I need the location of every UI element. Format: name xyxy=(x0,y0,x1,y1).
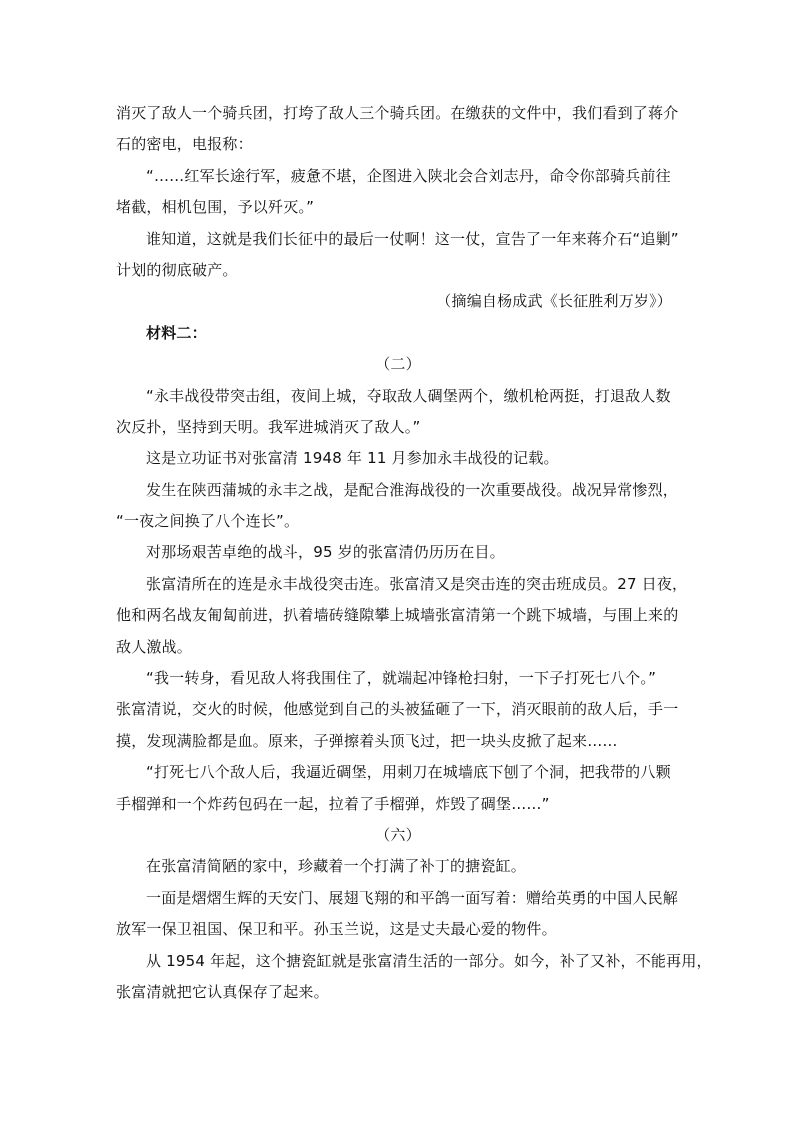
paragraph xyxy=(116,757,680,820)
text-line: 手榴弹和一个炸药包码在一起，拉着了手榴弹，炸毁了碉堡……” xyxy=(116,794,550,813)
text-line: 从 1954 年起，这个搪瓷缸就是张富清生活的一部分。如今，补了又补，不能再用， xyxy=(146,951,712,970)
text-line: 张富清就把它认真保存了起来。 xyxy=(116,982,329,1001)
paragraph xyxy=(116,98,680,161)
paragraph xyxy=(116,883,680,946)
source-citation: （摘编自杨成武《长征胜利万岁》） xyxy=(436,292,672,311)
text-line: 堵截，相机包围，予以歼灭。” xyxy=(116,198,315,217)
paragraph xyxy=(116,381,680,444)
paragraph xyxy=(116,161,680,224)
text-line: 消灭了敌人一个骑兵团，打垮了敌人三个骑兵团。在缴获的文件中，我们看到了蒋介 xyxy=(116,104,679,122)
text-line: 一面是熠熠生辉的天安门、展翅飞翔的和平鸽一面写着：赠给英勇的中国人民解 xyxy=(146,888,679,907)
subsection-title: （二） xyxy=(375,355,421,374)
paragraph xyxy=(116,443,680,474)
paragraph xyxy=(116,851,680,882)
paragraph xyxy=(116,569,688,663)
text-line: 石的密电，电报称： xyxy=(116,135,253,154)
text-line: 他和两名战友匍匐前进，扒着墙砖缝隙攀上城墙张富清第一个跳下城墙，与围上来的 xyxy=(116,606,679,625)
text-line: “我一转身，看见敌人将我围住了，就端起冲锋枪扫射，一下子打死七八个。” xyxy=(146,669,657,688)
section-heading: 材料二： xyxy=(146,323,207,342)
text-line: 计划的彻底破产。 xyxy=(116,260,238,279)
subsection-title: （六） xyxy=(375,825,421,844)
text-line: 发生在陕西蒲城的永丰之战，是配合淮海战役的一次重要战役。战况异常惨烈， xyxy=(146,480,679,499)
text-line: 摸，发现满脸都是血。原来，子弹擦着头顶飞过，把一块头皮掀了起来…… xyxy=(116,731,618,750)
paragraph xyxy=(116,946,712,1009)
text-line: 张富清说，交火的时候，他感觉到自己的头被猛砸了一下，消灭眼前的敌人后，手一 xyxy=(116,700,679,719)
text-line: 谁知道，这就是我们长征中的最后一仗啊！这一仗，宣告了一年来蒋介石“追剿” xyxy=(146,229,679,248)
text-line: “……红军长途行军，疲惫不堪，企图进入陕北会合刘志丹，命令你部骑兵前往 xyxy=(146,166,671,185)
paragraph xyxy=(116,663,680,757)
text-line: 这是立功证书对张富清 1948 年 11 月参加永丰战役的记载。 xyxy=(146,449,559,468)
document-page xyxy=(116,98,712,1008)
text-line: 敌人激战。 xyxy=(116,637,193,656)
paragraph xyxy=(116,475,680,538)
text-line: “一夜之间换了八个连长”。 xyxy=(116,512,300,531)
text-line: 张富清所在的连是永丰战役突击连。张富清又是突击连的突击班成员。27 日夜， xyxy=(146,574,688,593)
paragraph xyxy=(116,224,680,287)
text-line: 放军一保卫祖国、保卫和平。孙玉兰说，这是丈夫最心爱的物件。 xyxy=(116,920,557,939)
text-line: “打死七八个敌人后，我逼近碉堡，用刺刀在城墙底下刨了个洞，把我带的八颗 xyxy=(146,763,671,782)
text-line: 次反扑，坚持到天明。我军进城消灭了敌人。” xyxy=(116,417,421,436)
paragraph xyxy=(116,537,680,568)
text-line: “永丰战役带突击组，夜间上城，夺取敌人碉堡两个，缴机枪两挺，打退敌人数 xyxy=(146,386,671,405)
text-line: 在张富清简陋的家中，珍藏着一个打满了补丁的搪瓷缸。 xyxy=(146,857,527,876)
text-line: 对那场艰苦卓绝的战斗，95 岁的张富清仍历历在目。 xyxy=(146,543,505,562)
